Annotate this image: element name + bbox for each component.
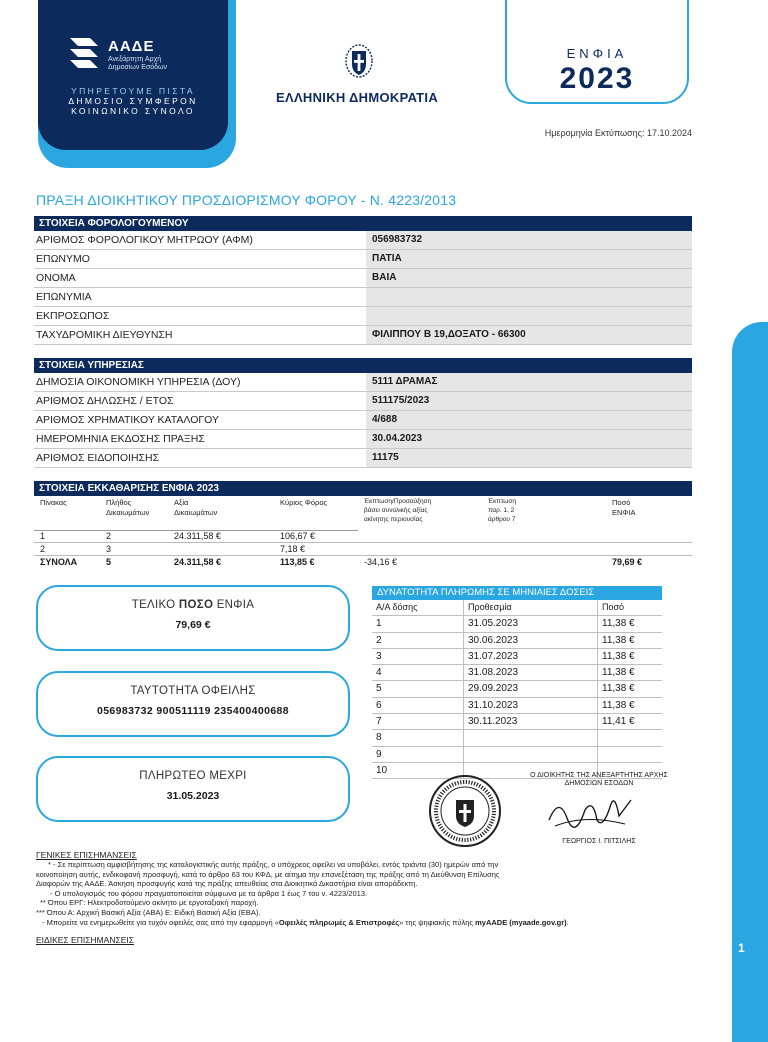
totals-amount: 79,69 €: [612, 557, 643, 567]
table-row: [372, 633, 662, 649]
debt-id-card: [36, 671, 350, 737]
field-value: 056983732: [366, 231, 692, 249]
table-row: [34, 449, 692, 468]
signature-title: Ο ΔΙΟΙΚΗΤΗΣ ΤΗΣ ΑΝΕΞΑΡΤΗΤΗΣ ΑΡΧΗΣ ΔΗΜΟΣΙΩΝ ΕΣΟΔΩΝ: [530, 772, 668, 787]
cell-date: 31.10.2023: [464, 698, 598, 713]
col-amount: Ποσό: [602, 602, 625, 612]
cell-date: 30.11.2023: [464, 714, 598, 729]
settlement-heading: ΣΤΟΙΧΕΙΑ ΕΚΚΑΘΑΡΙΣΗΣ ΕΝΦΙΑ 2023: [34, 481, 692, 496]
agency-slogan: ΥΠΗΡΕΤΟΥΜΕ ΠΙΣΤΑ ΔΗΜΟΣΙΟ ΣΥΜΦΕΡΟΝ ΚΟΙΝΩΝΙΚΟ ΣΥΝΟΛΟ: [68, 86, 198, 116]
cell-date: 31.08.2023: [464, 665, 598, 680]
field-value: 30.04.2023: [366, 430, 692, 448]
note-line: *** Όπου Α: Αρχική Βασική Αξία (ΑΒΑ) Ε: Ειδική Βασική Αξία (ΕΒΑ).: [36, 907, 261, 917]
general-notes: [36, 860, 726, 927]
field-label: ΑΡΙΘΜΟΣ ΧΡΗΜΑΤΙΚΟΥ ΚΑΤΑΛΟΓΟΥ: [36, 414, 219, 426]
field-label: ΕΠΩΝΥΜΟ: [36, 253, 90, 265]
print-date: Ημερομηνία Εκτύπωσης: 17.10.2024: [544, 128, 692, 138]
cell-no: 7: [372, 714, 464, 729]
field-value: ΒΑΙΑ: [366, 269, 692, 287]
cell-amount: 11,38 €: [602, 667, 635, 679]
totals-value: 24.311,58 €: [174, 557, 222, 567]
note-line: ** Όπου ΕΡΓ: Ηλεκτροδοτούμενο ακίνητο με εργοταξιακή παροχή.: [40, 898, 259, 908]
cell-count: 2: [106, 531, 112, 541]
settlement-section: [34, 481, 692, 568]
totals-main-tax: 113,85 €: [280, 557, 315, 567]
col-reduction-2: παρ. 1, 2: [488, 507, 515, 514]
cell-amount: [598, 747, 662, 762]
cell-amount: 11,41 €: [602, 716, 635, 728]
signatory-name: ΓΕΩΡΓΙΟΣ Ι. ΠΙΤΣΙΛΗΣ: [562, 838, 636, 845]
page-number: 1: [738, 941, 745, 955]
note-line: - Ο υπολογισμός του φόρου πραγματοποιείται σύμφωνα με τα άρθρα 1 έως 7 του ν. 4223/2013.: [50, 888, 368, 898]
signature-scribble: [545, 790, 635, 832]
cell-date: 29.09.2023: [464, 681, 598, 696]
col-installment-no: Α/Α δόσης: [372, 600, 464, 615]
header-logo-panel: [38, 0, 228, 150]
cell-date: 30.06.2023: [464, 633, 598, 648]
note-line: * - Σε περίπτωση αμφισβήτησης της καταλογιστικής αυτής πράξης, ο υπόχρεος οφείλει να υποβάλει, εντός τριάντα (30) ημερών από την: [48, 860, 499, 869]
document-title: ΠΡΑΞΗ ΔΙΟΙΚΗΤΙΚΟΥ ΠΡΟΣΔΙΟΡΙΣΜΟΥ ΦΟΡΟΥ - Ν. 4223/2013: [36, 192, 457, 208]
table-row: [372, 714, 662, 730]
due-date-label: ΠΛΗΡΩΤΕΟ ΜΕΧΡΙ: [139, 770, 247, 782]
taxpayer-heading: ΣΤΟΙΧΕΙΑ ΦΟΡΟΛΟΓΟΥΜΕΝΟΥ: [34, 216, 692, 231]
installments-table: [372, 586, 662, 779]
final-amount-card: [36, 585, 350, 651]
col-table: Πίνακας: [40, 498, 67, 507]
cell-no: 2: [372, 633, 464, 648]
republic-title: ΕΛΛΗΝΙΚΗ ΔΗΜΟΚΡΑΤΙΑ: [276, 90, 439, 105]
cell-amount: 11,38 €: [602, 650, 635, 662]
totals-row: [34, 556, 692, 568]
table-row: [34, 530, 692, 543]
col-amount-2: ΕΝΦΙΑ: [612, 508, 636, 517]
col-deadline: Προθεσμία: [464, 600, 598, 615]
cell-date: [464, 747, 598, 762]
cell-amount: 11,38 €: [602, 683, 635, 695]
cell-no: 3: [372, 649, 464, 664]
agency-subtitle: Ανεξάρτητη Αρχή Δημοσίων Εσόδων: [108, 56, 168, 71]
cell-no: 6: [372, 698, 464, 713]
table-row: [34, 288, 692, 307]
cell-table: 1: [40, 531, 46, 541]
general-notes-title: ΓΕΝΙΚΕΣ ΕΠΙΣΗΜΑΝΣΕΙΣ: [36, 850, 137, 860]
cell-date: [464, 730, 598, 745]
cell-no: 4: [372, 665, 464, 680]
cell-no: 8: [372, 730, 464, 745]
table-row: [372, 698, 662, 714]
table-row: [372, 616, 662, 632]
field-value: ΦΙΛΙΠΠΟΥ Β 19,ΔΟΞΑΤΟ - 66300: [366, 326, 692, 344]
totals-label: ΣΥΝΟΛΑ: [40, 557, 78, 567]
table-row: [34, 430, 692, 449]
field-value: [366, 288, 692, 306]
cell-count: 3: [106, 544, 112, 554]
table-row: [372, 730, 662, 746]
field-label: ΑΡΙΘΜΟΣ ΦΟΡΟΛΟΓΙΚΟΥ ΜΗΤΡΩΟΥ (ΑΦΜ): [36, 234, 253, 246]
totals-discount: -34,16 €: [364, 557, 398, 567]
col-count-1: Πλήθος: [106, 498, 132, 507]
debt-id-value: 056983732 900511119 235400400688: [96, 705, 290, 717]
table-row: [372, 681, 662, 697]
cell-amount: 11,38 €: [602, 618, 635, 630]
greek-emblem-icon: [344, 42, 374, 80]
field-label: ΗΜΕΡΟΜΗΝΙΑ ΕΚΔΟΣΗΣ ΠΡΑΞΗΣ: [36, 433, 205, 445]
enfia-label: ΕΝΦΙΑ: [566, 46, 628, 61]
col-discount-2: βάσει συνολικής αξίας: [364, 507, 428, 514]
myaade-link[interactable]: myAADE (myaade.gov.gr): [475, 917, 567, 927]
cell-amount: [598, 730, 662, 745]
col-discount-1: Έκπτωση/Προσαύξηση: [364, 498, 432, 505]
final-amount-value: 79,69 €: [175, 619, 211, 631]
table-row: [34, 250, 692, 269]
note-line: - Μπορείτε να ενημερωθείτε για τυχόν οφειλές σας από την εφαρμογή «Οφειλές πληρωμές & Επιστροφές» της ψηφιακής πύλης myAADE (myaade.gov.gr).: [42, 917, 569, 927]
col-reduction-1: Έκπτωση: [488, 498, 517, 505]
totals-count: 5: [106, 557, 112, 567]
settlement-column-headers: [34, 496, 692, 530]
service-heading: ΣΤΟΙΧΕΙΑ ΥΠΗΡΕΣΙΑΣ: [34, 358, 692, 373]
field-label: ΑΡΙΘΜΟΣ ΔΗΛΩΣΗΣ / ΕΤΟΣ: [36, 395, 174, 407]
field-label: ΑΡΙΘΜΟΣ ΕΙΔΟΠΟΙΗΣΗΣ: [36, 452, 160, 464]
col-value-2: Δικαιωμάτων: [174, 508, 218, 517]
cell-amount: 11,38 €: [602, 634, 635, 646]
field-value: ΠΑΤΙΑ: [366, 250, 692, 268]
table-row: [34, 326, 692, 345]
cell-main-tax: 7,18 €: [280, 544, 306, 554]
field-value: 4/688: [366, 411, 692, 429]
aade-logo-icon: [68, 36, 100, 72]
table-row: [34, 411, 692, 430]
col-amount-1: Ποσό: [612, 498, 631, 507]
cell-date: 31.05.2023: [464, 616, 598, 631]
table-row: [372, 665, 662, 681]
cell-table: 2: [40, 544, 46, 554]
field-value: 5111 ΔΡΑΜΑΣ: [366, 373, 692, 391]
installments-header-row: [372, 600, 662, 616]
official-seal-icon: [428, 774, 502, 848]
field-label: ΕΚΠΡΟΣΩΠΟΣ: [36, 310, 110, 322]
table-row: [34, 373, 692, 392]
col-discount-3: ακίνητης περιουσίας: [364, 516, 423, 523]
table-row: [34, 392, 692, 411]
note-line: κοινοποίηση αυτής, ενδικοφανή προσφυγή, κατά το άρθρο 63 του ΚΦΔ, με αίτημα την επανεξέταση της πράξης από τη Διεύθυνση Επίλυσης: [36, 869, 500, 879]
table-row: [372, 649, 662, 665]
table-row: [34, 307, 692, 326]
enfia-year: 2023: [559, 62, 635, 95]
field-value: [366, 307, 692, 325]
side-accent-tab: [732, 322, 768, 1042]
special-notes-title: ΕΙΔΙΚΕΣ ΕΠΙΣΗΜΑΝΣΕΙΣ: [36, 935, 135, 945]
table-row: [34, 231, 692, 250]
field-value: 511175/2023: [366, 392, 692, 410]
cell-no: 1: [372, 616, 464, 631]
field-label: ΔΗΜΟΣΙΑ ΟΙΚΟΝΟΜΙΚΗ ΥΠΗΡΕΣΙΑ (ΔΟΥ): [36, 376, 241, 388]
table-row: [34, 269, 692, 288]
table-row: [34, 543, 692, 556]
due-date-card: [36, 756, 350, 822]
table-row: [372, 747, 662, 763]
cell-date: 31.07.2023: [464, 649, 598, 664]
cell-main-tax: 106,67 €: [280, 531, 316, 541]
installments-heading: ΔΥΝΑΤΟΤΗΤΑ ΠΛΗΡΩΜΗΣ ΣΕ ΜΗΝΙΑΙΕΣ ΔΟΣΕΙΣ: [372, 586, 662, 600]
col-count-2: Δικαιωμάτων: [106, 508, 150, 517]
col-reduction-3: άρθρου 7: [488, 516, 516, 523]
col-main-tax: Κύριος Φόρος: [280, 498, 328, 507]
field-label: ΤΑΧΥΔΡΟΜΙΚΗ ΔΙΕΥΘΥΝΣΗ: [36, 329, 173, 341]
cell-no: 10: [372, 763, 464, 778]
note-line: Διαφορών της ΑΑΔΕ. Άσκηση προσφυγής κατά της πράξης απευθείας στα Διοικητικά Δικαστήρια είναι απαράδεκτη.: [36, 879, 418, 889]
agency-short-name: ΑΑΔΕ: [108, 38, 155, 55]
field-value: 11175: [366, 449, 692, 467]
cell-no: 9: [372, 747, 464, 762]
cell-amount: 11,38 €: [602, 699, 635, 711]
field-label: ΟΝΟΜΑ: [36, 272, 76, 284]
due-date-value: 31.05.2023: [166, 790, 220, 802]
cell-no: 5: [372, 681, 464, 696]
col-value-1: Αξία: [174, 498, 189, 507]
final-amount-label: ΤΕΛΙΚΟ ΠΟΣΟ ΕΝΦΙΑ: [131, 599, 255, 611]
field-label: ΕΠΩΝΥΜΙΑ: [36, 291, 92, 303]
service-section: [34, 358, 692, 468]
taxpayer-section: [34, 216, 692, 345]
cell-value: 24.311,58 €: [174, 531, 221, 541]
debt-id-label: ΤΑΥΤΟΤΗΤΑ ΟΦΕΙΛΗΣ: [130, 685, 256, 697]
